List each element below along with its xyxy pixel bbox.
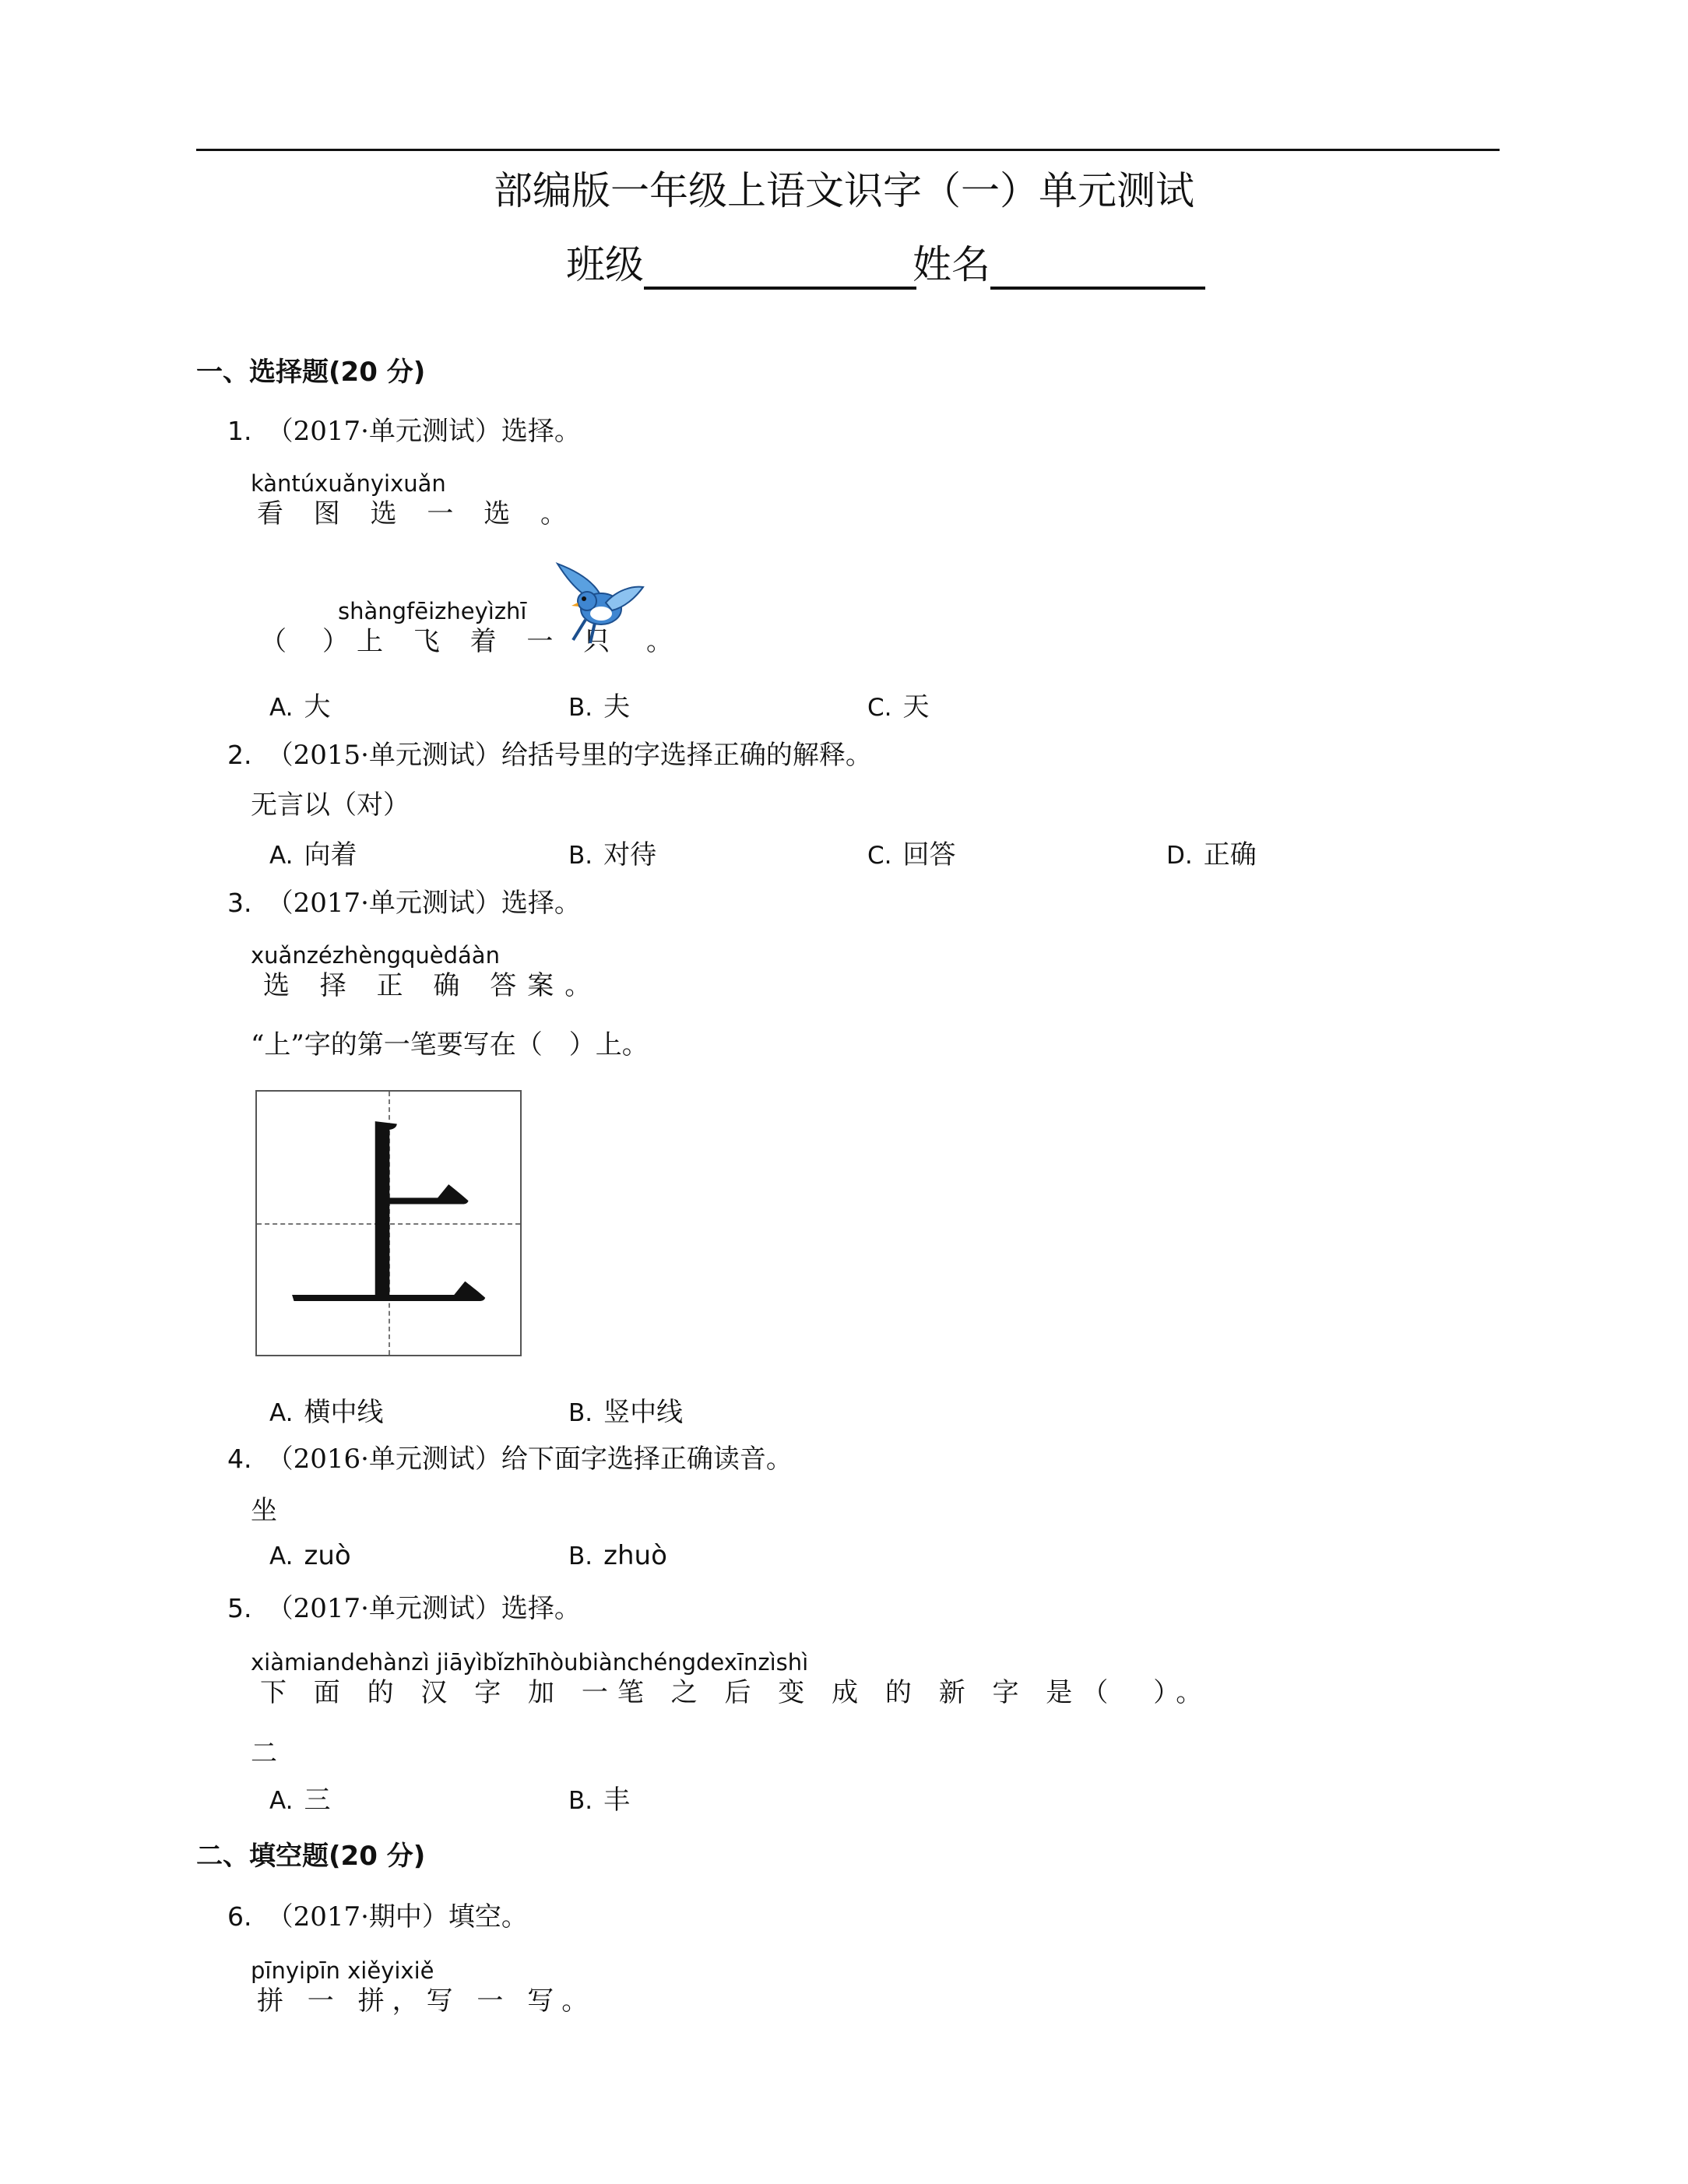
tian-zi-grid xyxy=(255,1090,522,1356)
option-c[interactable]: C. 天 xyxy=(867,691,930,723)
question-3 xyxy=(227,881,581,920)
question-text: （2017·期中）填空。 xyxy=(266,1901,528,1933)
question-line: “上”字的第一笔要写在（ ）上。 xyxy=(251,1029,649,1060)
option-b[interactable]: B. 夫 xyxy=(568,691,631,723)
option-a[interactable]: A. zuò xyxy=(269,1540,351,1571)
option-d[interactable]: D. 正确 xyxy=(1166,839,1257,870)
pinyin-line: xuǎnzézhèngquèdáàn xyxy=(251,942,500,969)
option-a[interactable]: A. 大 xyxy=(269,691,331,723)
question-line: 无言以（对） xyxy=(251,790,410,821)
option-a[interactable]: A. 三 xyxy=(269,1785,331,1816)
question-line: 坐 xyxy=(251,1495,277,1526)
question-6 xyxy=(227,1895,528,1933)
name-label: 姓名 xyxy=(913,242,990,287)
hanzi-line: 选 择 正 确 答案。 xyxy=(263,970,603,1001)
question-text: （2015·单元测试）给括号里的字选择正确的解释。 xyxy=(266,740,872,771)
option-b[interactable]: B. 竖中线 xyxy=(568,1397,684,1428)
name-field xyxy=(913,234,1205,290)
hanzi-line: 看 图 选 一 选 。 xyxy=(257,498,578,529)
question-number: 6. xyxy=(227,1901,252,1932)
option-a[interactable]: A. 横中线 xyxy=(269,1397,384,1428)
question-text: （2016·单元测试）给下面字选择正确读音。 xyxy=(266,1444,793,1475)
option-b[interactable]: B. 丰 xyxy=(568,1785,631,1816)
question-text: （2017·单元测试）选择。 xyxy=(266,888,581,919)
pinyin-line: shàngfēizheyìzhī xyxy=(338,598,527,624)
option-b[interactable]: B. 对待 xyxy=(568,839,657,870)
sentence-end: 。 xyxy=(646,626,684,657)
question-number: 1. xyxy=(227,416,252,446)
question-number: 3. xyxy=(227,888,252,918)
section-heading-choice: 一、选择题(20 分) xyxy=(196,357,426,388)
pinyin-line: xiàmiandehànzì jiāyìbǐzhīhòubiànchéngdexīnzìshì xyxy=(251,1649,809,1676)
option-b[interactable]: B. zhuò xyxy=(568,1540,667,1571)
page-title: 部编版一年级上语文识字（一）单元测试 xyxy=(494,168,1194,213)
paren-blank: （ ） xyxy=(260,626,353,657)
question-line: 二 xyxy=(251,1738,277,1769)
hanzi-line: 上 飞 着 一 只 xyxy=(357,626,621,657)
name-blank[interactable] xyxy=(990,246,1205,290)
question-text: （2017·单元测试）选择。 xyxy=(266,1593,581,1624)
top-rule xyxy=(196,149,1500,151)
question-2 xyxy=(227,733,872,772)
pinyin-line: pīnyipīn xiěyixiě xyxy=(251,1957,434,1984)
option-c[interactable]: C. 回答 xyxy=(867,839,956,870)
question-4 xyxy=(227,1437,793,1475)
question-5 xyxy=(227,1587,581,1625)
question-number: 5. xyxy=(227,1593,252,1623)
question-text: （2017·单元测试）选择。 xyxy=(266,416,581,447)
class-field xyxy=(566,234,916,290)
grid-character: 上 xyxy=(283,1100,494,1345)
hanzi-line: 下 面 的 汉 字 加 一笔 之 后 变 成 的 新 字 是（ ）。 xyxy=(260,1677,1212,1708)
question-1 xyxy=(227,410,581,448)
hanzi-line: 拼 一 拼，写 一 写。 xyxy=(257,1985,596,2017)
class-blank[interactable] xyxy=(644,246,916,290)
class-label: 班级 xyxy=(566,242,644,287)
question-number: 2. xyxy=(227,740,252,770)
pinyin-line: kàntúxuǎnyixuǎn xyxy=(251,470,446,497)
option-a[interactable]: A. 向着 xyxy=(269,839,357,870)
bird-icon xyxy=(554,562,645,648)
question-number: 4. xyxy=(227,1444,252,1474)
section-heading-fill: 二、填空题(20 分) xyxy=(196,1841,426,1872)
